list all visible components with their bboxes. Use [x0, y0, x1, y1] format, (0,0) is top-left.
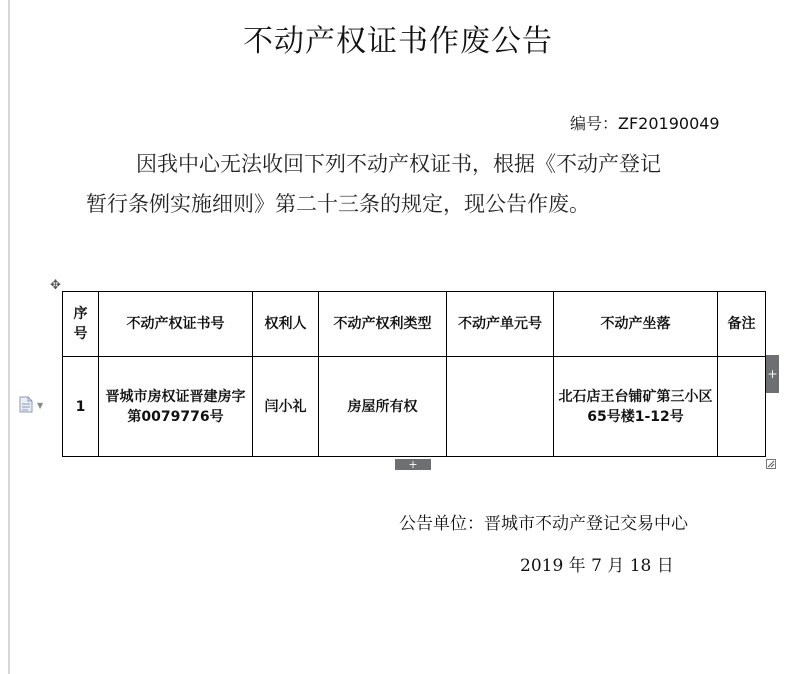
add-row-plus-icon[interactable]: +: [395, 459, 431, 470]
table-header-row: [63, 292, 766, 357]
certificate-table: [62, 291, 766, 457]
cell-unit-no: [447, 357, 554, 457]
header-right-type: 不动产权利类型: [319, 292, 447, 357]
table-resize-handle-icon[interactable]: [766, 459, 776, 469]
add-column-plus-icon[interactable]: +: [766, 355, 779, 393]
chevron-down-icon[interactable]: ▼: [37, 401, 44, 410]
cell-location: 北石店王台铺矿第三小区65号楼1-12号: [554, 357, 718, 457]
table-move-handle-icon[interactable]: ✥: [50, 278, 61, 293]
cell-seq: 1: [63, 357, 99, 457]
page-edge: [8, 0, 10, 674]
cell-remarks: [718, 357, 766, 457]
header-cert-no: 不动产权证书号: [99, 292, 253, 357]
table-row: [63, 357, 766, 457]
notice-paragraph-line-2: 暂行条例实施细则》第二十三条的规定，现公告作废。: [86, 192, 590, 216]
document-options-icon[interactable]: [19, 396, 33, 413]
header-unit-no: 不动产单元号: [447, 292, 554, 357]
issuing-unit: 公告单位：晋城市不动产登记交易中心: [399, 514, 688, 534]
cell-cert-no: 晋城市房权证晋建房字第0079776号: [99, 357, 253, 457]
header-owner: 权利人: [253, 292, 319, 357]
issue-date: 2019 年 7 月 18 日: [520, 556, 674, 576]
page-title: 不动产权证书作废公告: [243, 24, 553, 59]
header-location: 不动产坐落: [554, 292, 718, 357]
cell-owner: 闫小礼: [253, 357, 319, 457]
header-remarks: 备注: [718, 292, 766, 357]
header-seq: 序号: [63, 292, 99, 357]
cell-right-type: 房屋所有权: [319, 357, 447, 457]
notice-paragraph-line-1: 因我中心无法收回下列不动产权证书，根据《不动产登记: [136, 152, 661, 176]
document-number: 编号：ZF20190049: [570, 114, 720, 133]
